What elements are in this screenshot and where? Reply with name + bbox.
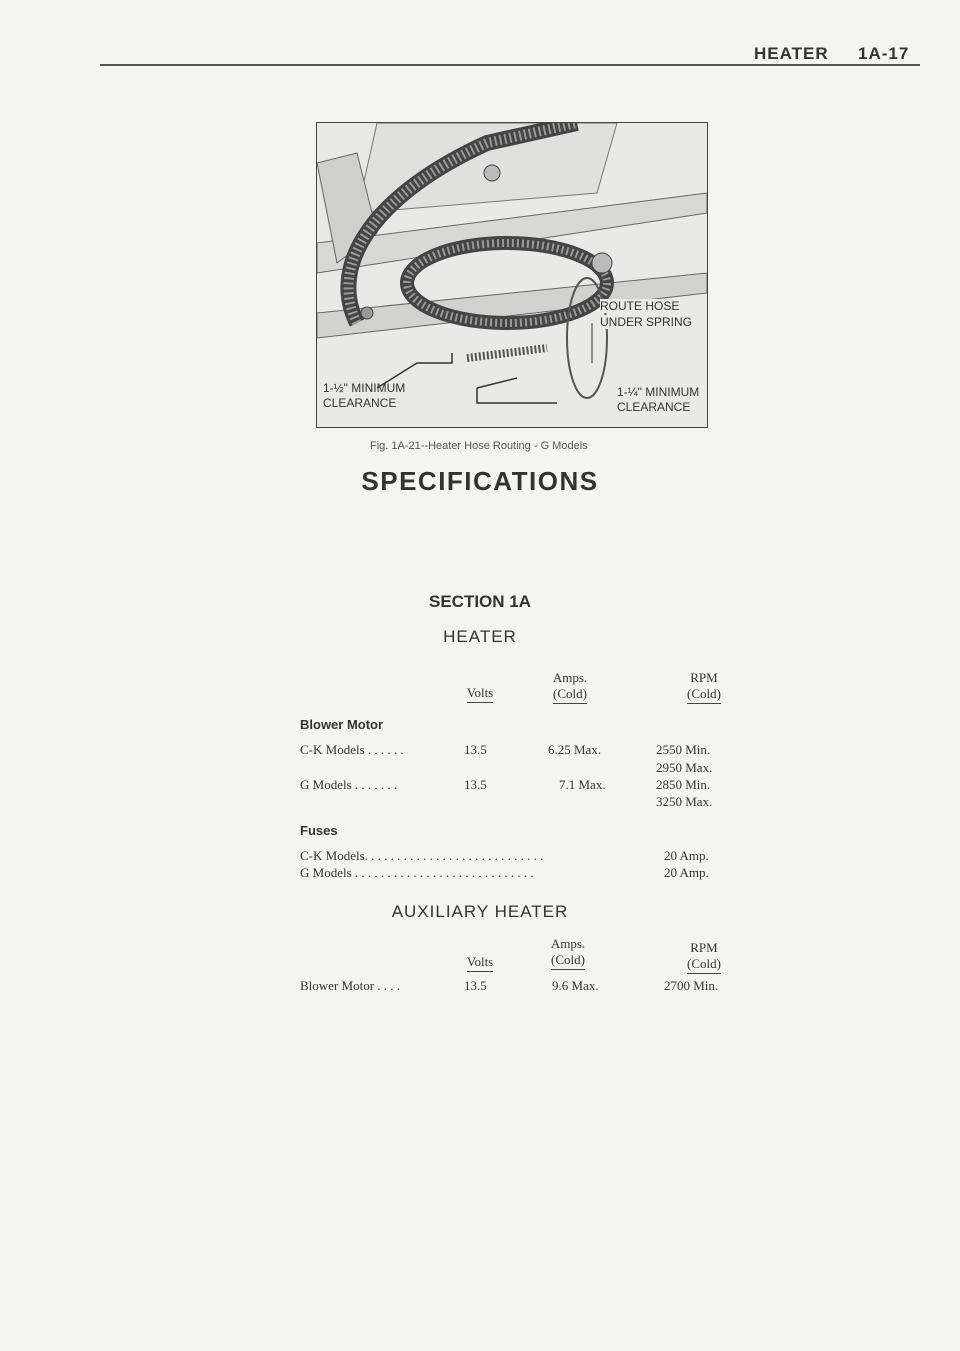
amps-header-line2: (Cold) — [553, 686, 587, 704]
aux-volts-header-label: Volts — [467, 954, 494, 972]
rpm-header — [664, 670, 744, 704]
g-models-rpm-max: 3250 Max. — [656, 794, 713, 809]
header-rule — [100, 64, 920, 66]
aux-blower-motor-amps: 9.6 Max. — [552, 978, 599, 993]
fuses-label: Fuses — [300, 823, 338, 838]
page-number: 1A-17 — [858, 44, 910, 63]
aux-amps-header-line1: Amps. — [550, 936, 586, 951]
section-title: SECTION 1A — [428, 592, 532, 611]
aux-blower-motor-name: Blower Motor . . . . — [300, 978, 401, 993]
g-models-rpm-min: 2850 Min. — [656, 777, 711, 792]
volts-header — [440, 685, 520, 703]
under-spring-label: UNDER SPRING — [600, 315, 693, 329]
right-clearance-label-2: CLEARANCE — [617, 400, 691, 414]
amps-header — [530, 670, 610, 704]
heater-title: HEATER — [443, 627, 517, 646]
g-models-amps: 7.1 Max. — [559, 777, 606, 792]
aux-rpm-header — [664, 940, 744, 974]
fuse-ck-name: C-K Models. . . . . . . . . . . . . . . . . . . . . . . . . . . . — [300, 848, 544, 863]
fuse-g-value: 20 Amp. — [664, 865, 709, 880]
route-hose-label: ROUTE HOSE — [600, 299, 680, 313]
auxiliary-heater-title: AUXILIARY HEATER — [391, 902, 569, 921]
specifications-title: SPECIFICATIONS — [361, 466, 599, 496]
aux-amps-header-line2: (Cold) — [551, 952, 585, 970]
ck-models-rpm-min: 2550 Min. — [656, 742, 711, 757]
amps-header-line1: Amps. — [552, 670, 588, 685]
aux-rpm-header-line2: (Cold) — [687, 956, 721, 974]
ck-models-rpm-max: 2950 Max. — [656, 760, 713, 775]
fuse-g-name: G Models . . . . . . . . . . . . . . . . . . . . . . . . . . . . — [300, 865, 534, 880]
heater-hose-routing-figure — [316, 122, 708, 428]
aux-volts-header — [440, 954, 520, 972]
blower-motor-label: Blower Motor — [300, 717, 384, 732]
figure-caption: Fig. 1A-21--Heater Hose Routing - G Models — [370, 440, 588, 452]
left-clearance-label-2: CLEARANCE — [323, 396, 397, 410]
g-models-volts: 13.5 — [464, 777, 487, 792]
right-clearance-label: 1-¼" MINIMUM — [617, 385, 700, 399]
fuse-ck-value: 20 Amp. — [664, 848, 709, 863]
ck-models-amps: 6.25 Max. — [548, 742, 602, 757]
aux-rpm-header-line1: RPM — [690, 940, 718, 955]
g-models-name: G Models . . . . . . . — [300, 777, 398, 792]
aux-blower-motor-rpm: 2700 Min. — [664, 978, 719, 993]
left-clearance-label: 1-½" MINIMUM — [323, 381, 406, 395]
aux-blower-motor-volts: 13.5 — [464, 978, 487, 993]
rpm-header-line1: RPM — [690, 670, 718, 685]
aux-amps-header — [528, 936, 608, 970]
rpm-header-line2: (Cold) — [687, 686, 721, 704]
ck-models-volts: 13.5 — [464, 742, 487, 757]
header-title: HEATER — [754, 44, 829, 63]
volts-header-label: Volts — [467, 685, 494, 703]
ck-models-name: C-K Models . . . . . . — [300, 742, 404, 757]
